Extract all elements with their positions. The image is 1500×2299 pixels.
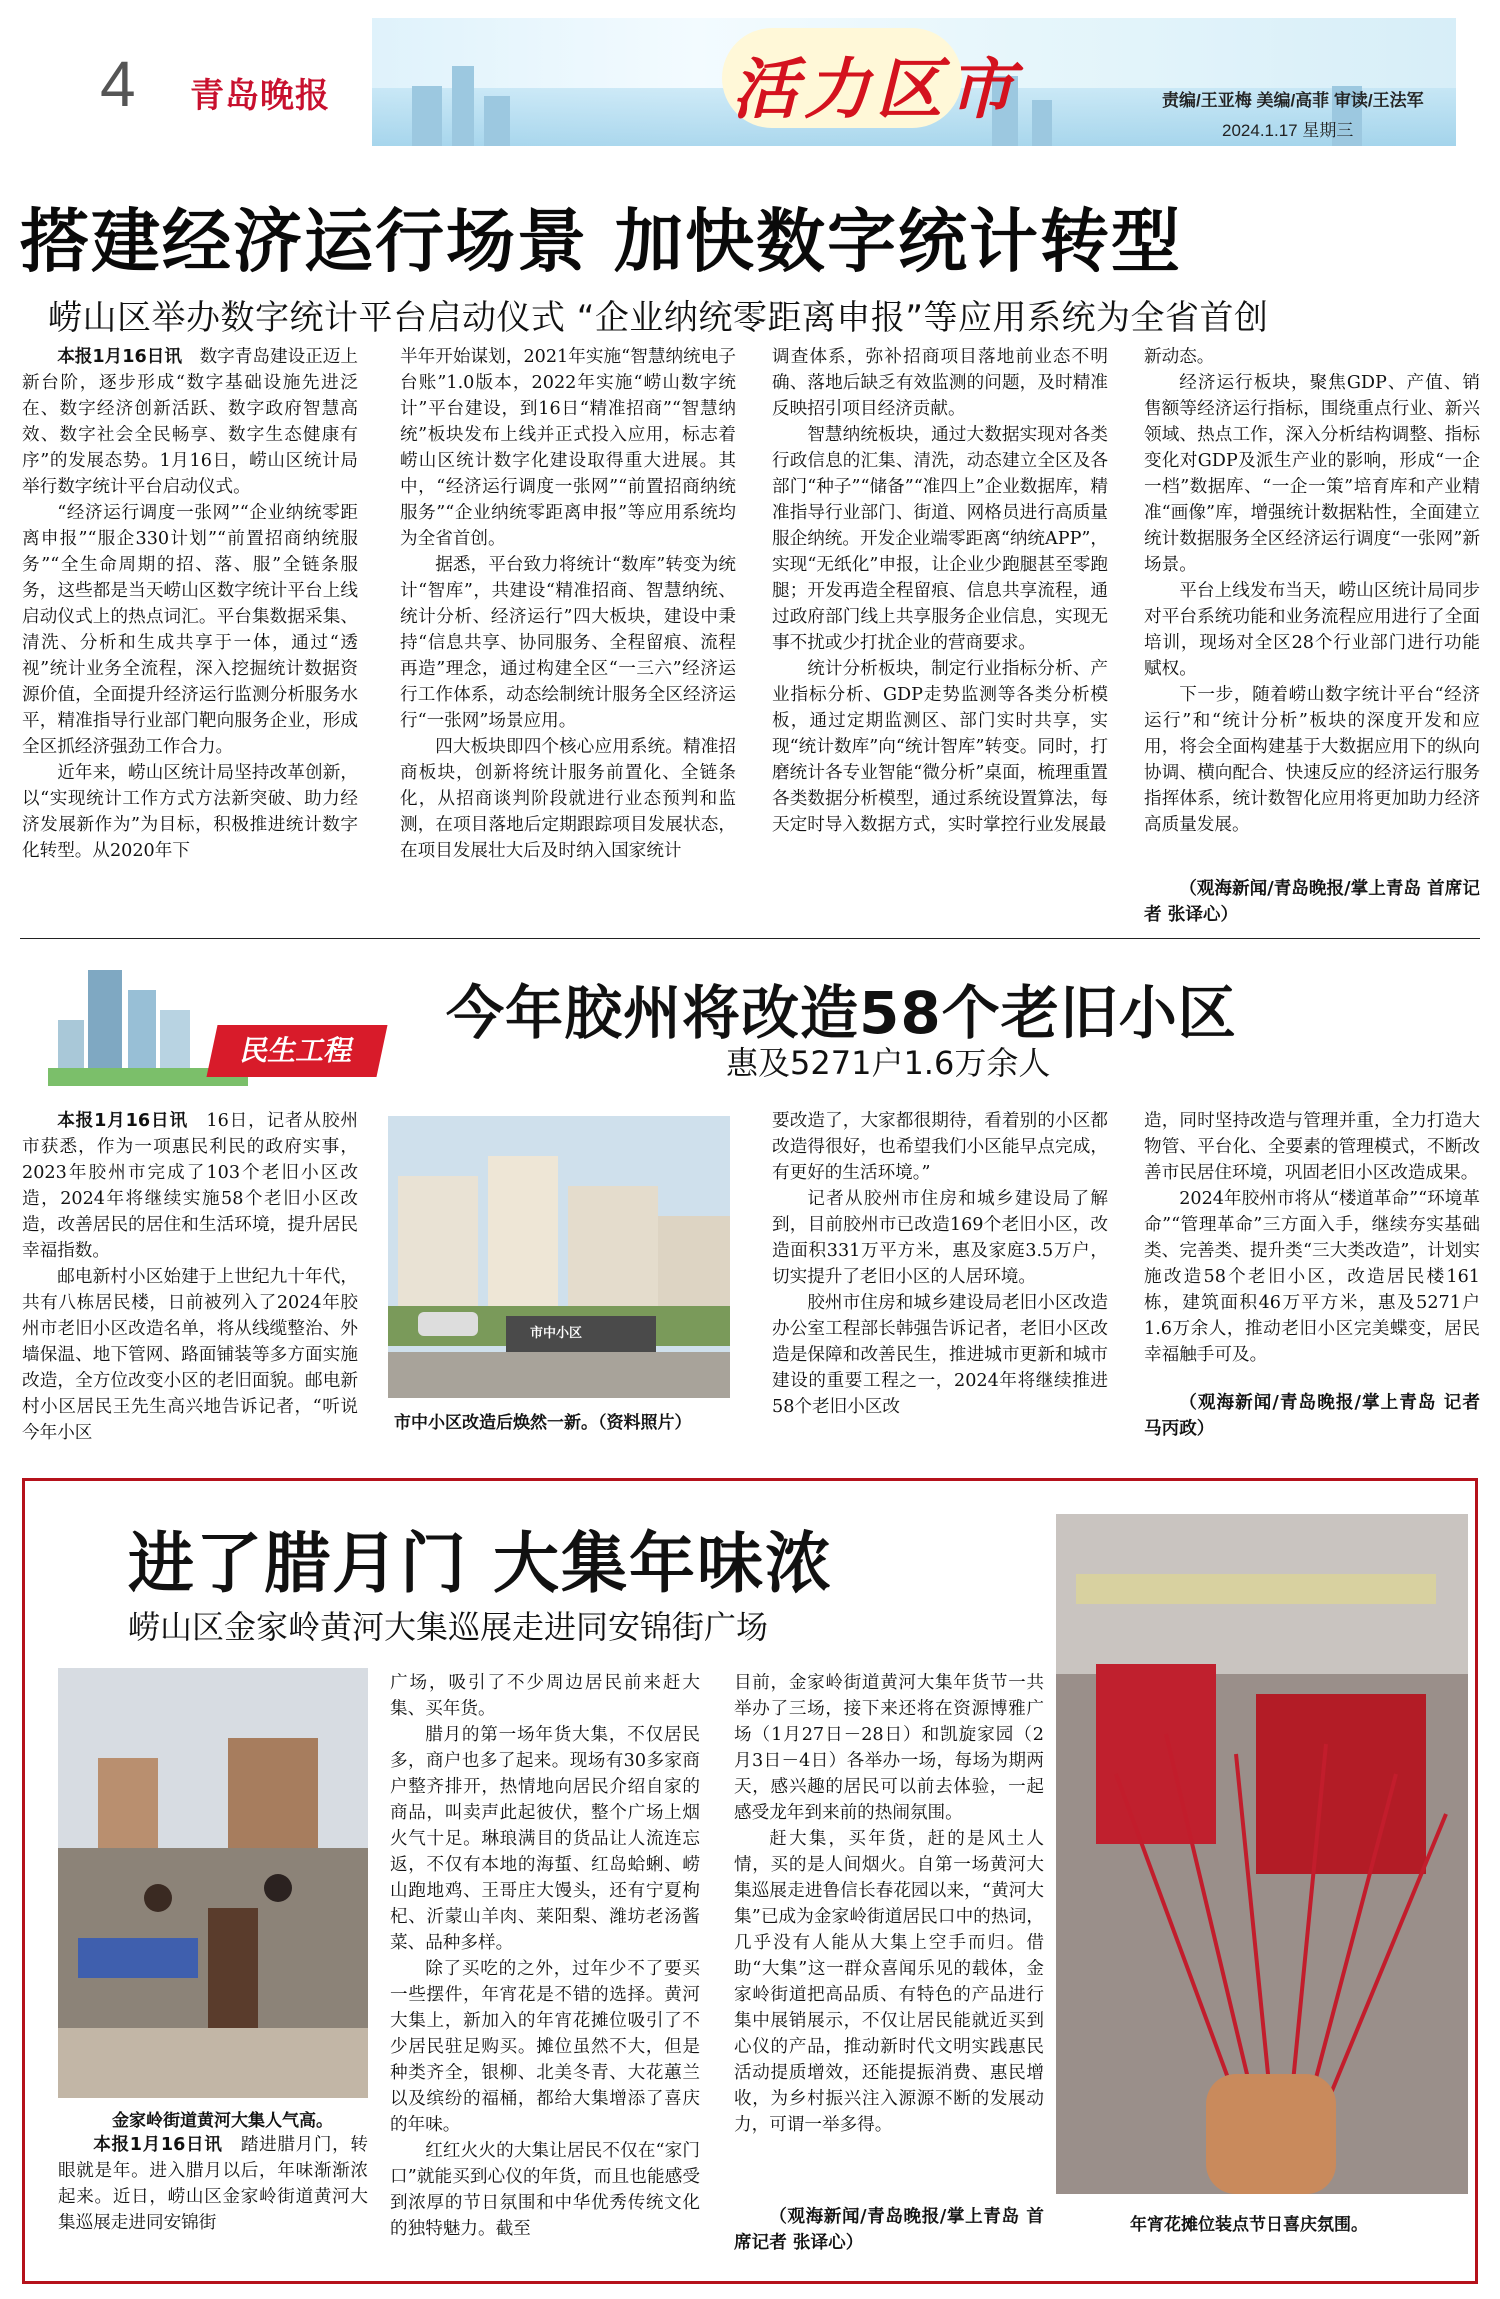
paragraph: 造，同时坚持改造与管理并重，全力打造大物管、平台化、全要素的管理模式，不断改善市民居住环境，巩固老旧小区改造成果。 bbox=[1144, 1111, 1480, 1183]
article3-subhead: 崂山区金家岭黄河大集巡展走进同安锦街广场 bbox=[128, 1608, 769, 1646]
paragraph: 近年来，崂山区统计局坚持改革创新，以“实现统计工作方式方法新突破、助力经济发展新作为”为目标，积极推进统计数字化转型。从2020年下 bbox=[22, 763, 358, 861]
article2-column-4 bbox=[1144, 1108, 1480, 1368]
banner-building bbox=[412, 86, 442, 146]
dateline: 本报1月16日讯 bbox=[57, 347, 200, 367]
article2-headline: 今年胶州将改造58个老旧小区 bbox=[446, 979, 1237, 1047]
paragraph: 智慧纳统板块，通过大数据实现对各类行政信息的汇集、清洗，动态建立全区及各部门“种子”“储备”“准四上”企业数据库，精准指导行业部门、街道、网格员进行高质量服企纳统。开发企业端零距离“纳统APP”，实现“无纸化”申报，让企业少跑腿甚至零跑腿；开发再造全程留痕、信息共享流程，通过政府部门线上共享服务企业信息，实现无事不扰或少打扰企业的营商要求。 bbox=[772, 425, 1108, 653]
article1-column-3 bbox=[772, 344, 1108, 838]
dateline: 本报1月16日讯 bbox=[57, 1111, 207, 1131]
article3-column-1 bbox=[58, 2132, 368, 2236]
paragraph: 目前，金家岭街道黄河大集年货节一共举办了三场，接下来还将在资源博雅广场（1月27日－28日）和凯旋家园（2月3日－4日）各举办一场，每场为期两天，感兴趣的居民可以前去体验，一起感受龙年到来前的热闹氛围。 bbox=[734, 1673, 1044, 1823]
paragraph: 2024年胶州市将从“楼道革命”“环境革命”“管理革命”三方面入手，继续夯实基础类、完善类、提升类“三大类改造”，计划实施改造58个老旧小区，改造居民楼161栋，建筑面积46万平方米，惠及5271户1.6万余人，推动老旧小区完美蝶变，居民幸福触手可及。 bbox=[1144, 1189, 1480, 1365]
article2-column-3 bbox=[772, 1108, 1108, 1420]
article3-photo2-caption: 年宵花摊位装点节日喜庆氛围。 bbox=[1130, 2215, 1368, 2235]
article1-subhead: 崂山区举办数字统计平台启动仪式 “企业纳统零距离申报”等应用系统为全省首创 bbox=[48, 298, 1269, 338]
paragraph: 调查体系，弥补招商项目落地前业态不明确、落地后缺乏有效监测的问题，及时精准反映招引项目经济贡献。 bbox=[772, 347, 1108, 419]
section-title: 活力区市 bbox=[732, 50, 1020, 128]
paragraph: 经济运行板块，聚焦GDP、产值、销售额等经济运行指标，围绕重点行业、新兴领域、热点工作，深入分析结构调整、指标变化对GDP及派生产业的影响，形成“一企一档”数据库、“一企一策”培育库和产业精准“画像”库，增强统计数据粘性，全面建立统计数据服务全区经济运行调度“一张网”新场景。 bbox=[1144, 373, 1480, 575]
paragraph: 腊月的第一场年货大集，不仅居民多，商户也多了起来。现场有30多家商户整齐排开，热情地向居民介绍自家的商品，叫卖声此起彼伏，整个广场上烟火气十足。琳琅满目的货品让人流连忘返，不仅有本地的海蜇、红岛蛤蜊、崂山跑地鸡、王哥庄大馒头，还有宁夏枸杞、沂蒙山羊肉、莱阳梨、潍坊老汤酱菜、品种多样。 bbox=[390, 1725, 700, 1953]
issue-date: 2024.1.17 星期三 bbox=[1222, 121, 1354, 140]
article2-column-1 bbox=[22, 1108, 358, 1446]
article1-column-4 bbox=[1144, 344, 1480, 838]
article1-column-2 bbox=[400, 344, 736, 864]
paragraph: 半年开始谋划，2021年实施“智慧纳统电子台账”1.0版本，2022年实施“崂山数字统计”平台建设，到16日“精准招商”“智慧纳统”板块发布上线并正式投入应用，标志着崂山区统计数字化建设取得重大进展。其中，“经济运行调度一张网”“前置招商纳统服务”“企业纳统零距离申报”等应用系统均为全省首创。 bbox=[400, 347, 736, 549]
paragraph: 本报1月16日讯 踏进腊月门，转眼就是年。进入腊月以后，年味渐渐浓起来。近日，崂山区金家岭街道黄河大集巡展走进同安锦街 bbox=[58, 2135, 368, 2233]
paragraph: 统计分析板块，制定行业指标分析、产业指标分析、GDP走势监测等各类分析模板，通过定期监测区、部门实时共享，实现“统计数库”向“统计智库”转变。同时，打磨统计各专业智能“微分析”桌面，梳理重置各类数据分析模型，通过系统设置算法，每天定时导入数据方式，实时掌控行业发展最 bbox=[772, 659, 1108, 835]
newspaper-name: 青岛晚报 bbox=[190, 76, 330, 116]
article3-headline: 进了腊月门 大集年味浓 bbox=[128, 1525, 833, 1602]
paragraph: 四大板块即四个核心应用系统。精准招商板块，创新将统计服务前置化、全链条化，从招商谈判阶段就进行业态预判和监测，在项目落地后定期跟踪项目发展状态，在项目发展壮大后及时纳入国家统计 bbox=[400, 737, 736, 861]
paragraph: 下一步，随着崂山数字统计平台“经济运行”和“统计分析”板块的深度开发和应用，将会全面构建基于大数据应用下的纵向协调、横向配合、快速反应的经济运行服务指挥体系，统计数智化应用将更加助力经济高质量发展。 bbox=[1144, 685, 1480, 835]
article3-column-3 bbox=[734, 1670, 1044, 2138]
article2-credit: （观海新闻/青岛晚报/掌上青岛 记者 马丙政） bbox=[1144, 1393, 1480, 1439]
paragraph: 邮电新村小区始建于上世纪九十年代，共有八栋居民楼，日前被列入了2024年胶州市老旧小区改造名单，将从线缆整治、外墙保温、地下管网、路面铺装等多方面实施改造，全方位改变小区的老旧面貌。邮电新村小区居民王先生高兴地告诉记者，“听说今年小区 bbox=[22, 1267, 358, 1443]
article3-column-2 bbox=[390, 1670, 700, 2242]
section-badge: 民生工程 bbox=[206, 1025, 387, 1077]
paragraph: “经济运行调度一张网”“企业纳统零距离申报”“服企330计划”“前置招商纳统服务”“全生命周期的招、落、服”全链条服务，这些都是当天崂山区数字统计平台上线启动仪式上的热点词汇。平台集数据采集、清洗、分析和生成共享于一体，通过“透视”统计业务全流程，深入挖掘统计数据资源价值，全面提升经济运行监测分析服务水平，精准指导行业部门靶向服务企业，形成全区抓经济强劲工作合力。 bbox=[22, 503, 358, 757]
dateline: 本报1月16日讯 bbox=[93, 2135, 241, 2155]
paragraph: 本报1月16日讯 数字青岛建设正迈上新台阶，逐步形成“数字基础设施先进泛在、数字经济创新活跃、数字政府智慧高效、数字社会全民畅享、数字生态健康有序”的发展态势。1月16日，崂山区统计局举行数字统计平台启动仪式。 bbox=[22, 347, 358, 497]
paragraph: 要改造了，大家都很期待，看着别的小区都改造得很好，也希望我们小区能早点完成，有更好的生活环境。” bbox=[772, 1111, 1108, 1183]
paragraph: 除了买吃的之外，过年少不了要买一些摆件，年宵花是不错的选择。黄河大集上，新加入的年宵花摊位吸引了不少居民驻足购买。摊位虽然不大，但是种类齐全，银柳、北美冬青、大花蕙兰以及缤纷的福桶，都给大集增添了喜庆的年味。 bbox=[390, 1959, 700, 2135]
article1-column-1 bbox=[22, 344, 358, 864]
banner-building bbox=[1032, 100, 1052, 146]
paragraph: 平台上线发布当天，崂山区统计局同步对平台系统功能和业务流程应用进行了全面培训，现场对全区28个行业部门进行功能赋权。 bbox=[1144, 581, 1480, 679]
paragraph: 记者从胶州市住房和城乡建设局了解到，目前胶州市已改造169个老旧小区，改造面积331万平方米，惠及家庭3.5万户，切实提升了老旧小区的人居环境。 bbox=[772, 1189, 1108, 1287]
banner-building bbox=[484, 96, 510, 146]
community-sign: 市中小区 bbox=[530, 1326, 583, 1341]
page-number: 4 bbox=[100, 48, 136, 120]
paragraph: 赶大集，买年货，赶的是风土人情，买的是人间烟火。自第一场黄河大集巡展走进鲁信长春花园以来，“黄河大集”已成为金家岭街道居民口中的热词，几乎没有人能从大集上空手而归。借助“大集”这一群众喜闻乐见的载体，金家岭街道把高品质、有特色的产品进行集中展销展示，不仅让居民能就近买到心仪的产品，推动新时代文明实践惠民活动提质增效，还能提振消费、惠民增收，为乡村振兴注入源源不断的发展动力，可谓一举多得。 bbox=[734, 1829, 1044, 2135]
article1-credit: （观海新闻/青岛晚报/掌上青岛 首席记者 张译心） bbox=[1144, 879, 1480, 925]
paragraph: 新动态。 bbox=[1144, 347, 1215, 367]
article2-photo-caption: 市中小区改造后焕然一新。（资料照片） bbox=[394, 1413, 692, 1433]
renovated-community-photo bbox=[388, 1116, 730, 1398]
paragraph: 红红火火的大集让居民不仅在“家门口”就能买到心仪的年货，而且也能感受到浓厚的节日氛围和中华优秀传统文化的独特魅力。截至 bbox=[390, 2141, 700, 2239]
article2-subhead: 惠及5271户1.6万余人 bbox=[726, 1044, 1051, 1082]
article3-credit: （观海新闻/青岛晚报/掌上青岛 首席记者 张译心） bbox=[734, 2207, 1044, 2253]
new-year-flowers-photo bbox=[1056, 1514, 1468, 2194]
section-banner bbox=[372, 18, 1456, 146]
section-divider bbox=[20, 938, 1480, 939]
paragraph: 本报1月16日讯 16日，记者从胶州市获悉，作为一项惠民利民的政府实事，2023年胶州市完成了103个老旧小区改造，2024年将继续实施58个老旧小区改造，改善居民的居住和生活环境，提升居民幸福指数。 bbox=[22, 1111, 359, 1261]
editors-line: 责编/王亚梅 美编/高菲 审读/王法军 bbox=[1162, 91, 1424, 110]
banner-building bbox=[452, 66, 474, 146]
market-crowd-photo bbox=[58, 1668, 368, 2098]
paragraph: 广场，吸引了不少周边居民前来赶大集、买年货。 bbox=[390, 1673, 700, 1719]
paragraph: 据悉，平台致力将统计“数库”转变为统计“智库”，共建设“精准招商、智慧纳统、统计分析、经济运行”四大板块，建设中秉持“信息共享、协同服务、全程留痕、流程再造”理念，通过构建全区“一三六”经济运行工作体系，动态绘制统计服务全区经济运行“一张网”场景应用。 bbox=[400, 555, 736, 731]
paragraph: 胶州市住房和城乡建设局老旧小区改造办公室工程部长韩强告诉记者，老旧小区改造是保障和改善民生，推进城市更新和城市建设的重要工程之一，2024年将继续推进58个老旧小区改 bbox=[772, 1293, 1108, 1417]
article3-photo1-caption: 金家岭街道黄河大集人气高。 bbox=[112, 2111, 333, 2131]
article1-headline: 搭建经济运行场景 加快数字统计转型 bbox=[20, 202, 1183, 282]
